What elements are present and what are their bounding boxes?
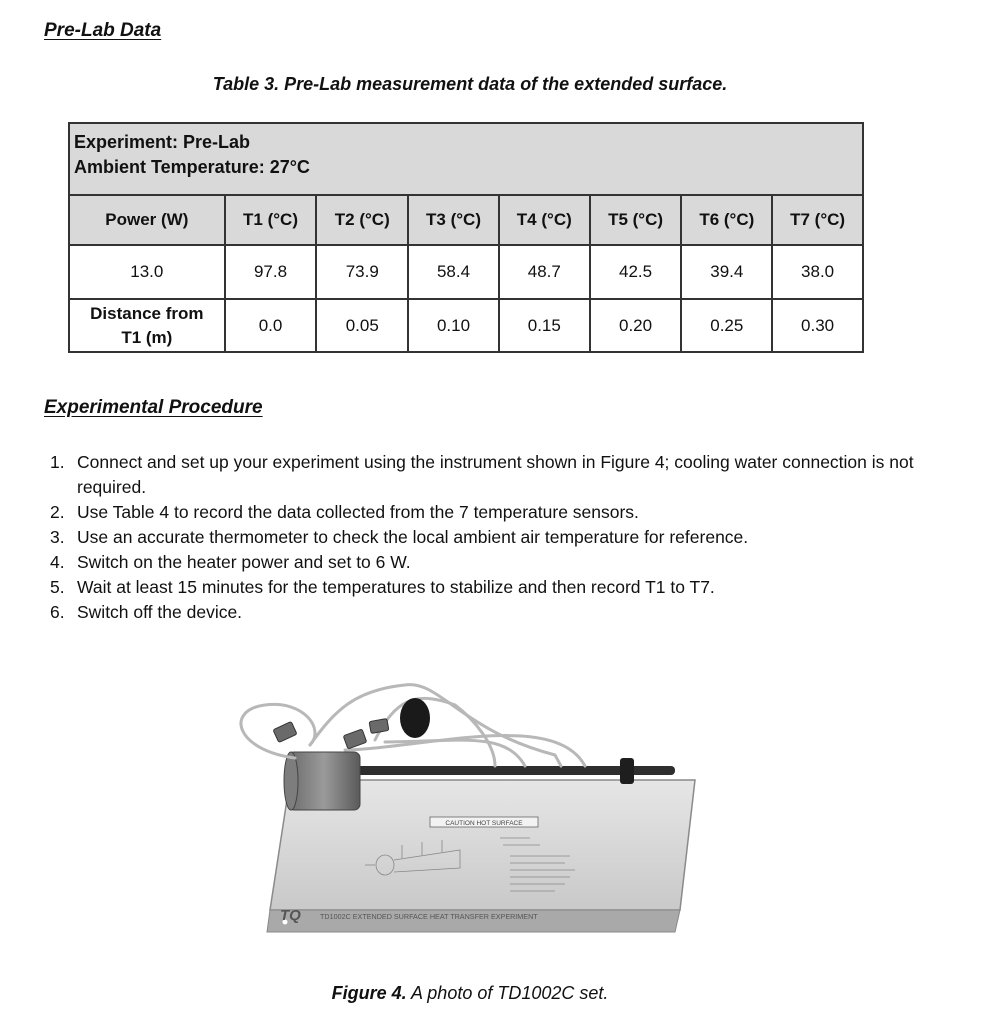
list-item [50, 550, 930, 575]
experiment-info [69, 123, 863, 195]
td1002c-photo [225, 670, 725, 960]
table-cell: 42.5 [590, 245, 682, 299]
rod-clamp [620, 758, 634, 784]
step-number: 4. [50, 552, 65, 572]
table-cell: 0.30 [772, 299, 863, 352]
sensor-connectors [273, 719, 389, 749]
step-text: Switch off the device. [77, 602, 243, 622]
row-label [69, 299, 225, 352]
list-item [50, 600, 930, 625]
table-row [69, 299, 863, 352]
table-header-row [69, 195, 863, 245]
step-text: Wait at least 15 minutes for the temperatures to stabilize and then record T1 to T7. [77, 577, 715, 597]
step-text: Connect and set up your experiment using the instrument shown in Figure 4; cooling water connection is not required. [77, 452, 914, 497]
pre-lab-heading: Pre-Lab Data [44, 20, 162, 41]
column-header: T1 (°C) [225, 195, 317, 245]
table-cell: 73.9 [316, 245, 408, 299]
list-item [50, 450, 930, 500]
experiment-label: Experiment: Pre-Lab [74, 132, 251, 152]
list-item [50, 575, 930, 600]
tq-logo: TQ [280, 907, 301, 924]
table-cell: 0.0 [225, 299, 317, 352]
table-cell: 0.15 [499, 299, 590, 352]
column-header: Power (W) [69, 195, 225, 245]
table-cell: 0.25 [681, 299, 772, 352]
list-item [50, 525, 930, 550]
column-header: T3 (°C) [408, 195, 499, 245]
table-cell: 48.7 [499, 245, 590, 299]
table-cell: 38.0 [772, 245, 863, 299]
step-number: 3. [50, 527, 65, 547]
table-cell: 0.10 [408, 299, 499, 352]
column-header: T2 (°C) [316, 195, 408, 245]
plate-label: TD1002C EXTENDED SURFACE HEAT TRANSFER EXPERIMENT [320, 912, 538, 921]
table-cell: 58.4 [408, 245, 499, 299]
procedure-heading: Experimental Procedure [44, 397, 263, 418]
column-header: T4 (°C) [499, 195, 590, 245]
screw [681, 916, 686, 921]
table-cell: 0.20 [590, 299, 682, 352]
table-cell: 39.4 [681, 245, 772, 299]
step-text: Use an accurate thermometer to check the local ambient air temperature for reference. [77, 527, 749, 547]
procedure-list [50, 450, 930, 625]
list-item [50, 500, 930, 525]
table-cell: 0.05 [316, 299, 408, 352]
row-label-line: T1 (m) [121, 327, 173, 347]
column-header: T6 (°C) [681, 195, 772, 245]
heater-face [284, 752, 298, 810]
column-header: T7 (°C) [772, 195, 863, 245]
table-row [69, 245, 863, 299]
step-number: 5. [50, 577, 65, 597]
power-connector [400, 698, 430, 738]
row-label-line: Distance from [90, 303, 204, 323]
step-text: Use Table 4 to record the data collected from the 7 temperature sensors. [77, 502, 639, 522]
table-cell: 97.8 [225, 245, 317, 299]
figure-caption-label: Figure 4. [331, 983, 407, 1003]
step-text: Switch on the heater power and set to 6 W. [77, 552, 411, 572]
table-cell: 13.0 [69, 245, 225, 299]
table-caption: Table 3. Pre-Lab measurement data of the extended surface. [212, 74, 728, 94]
step-number: 6. [50, 602, 65, 622]
figure-caption-text: A photo of TD1002C set. [410, 983, 609, 1003]
step-number: 1. [50, 452, 65, 472]
step-number: 2. [50, 502, 65, 522]
figure-caption [0, 983, 940, 1004]
caution-label-text: CAUTION HOT SURFACE [445, 820, 523, 827]
heater-block [288, 752, 360, 810]
column-header: T5 (°C) [590, 195, 682, 245]
ambient-temperature: Ambient Temperature: 27°C [74, 157, 310, 177]
prelab-data-table [68, 122, 864, 353]
